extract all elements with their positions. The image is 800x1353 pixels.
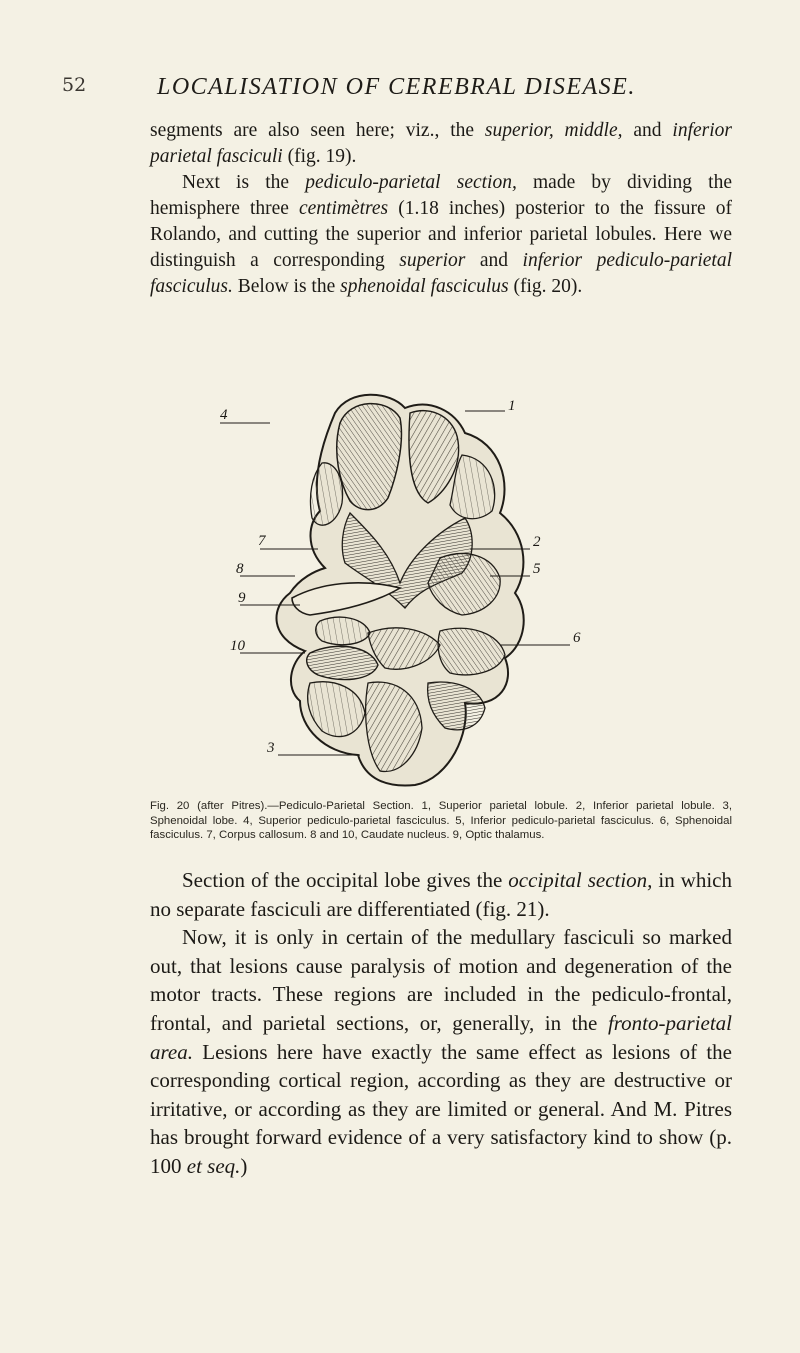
- page-header: [62, 74, 762, 108]
- italic-term: inferior pediculo-parietal fasciculus.: [150, 250, 732, 297]
- text-run: Section of the occipital lobe gives the: [182, 868, 509, 892]
- italic-term: et seq.: [186, 1153, 241, 1178]
- figure-label-8: 8: [236, 561, 244, 577]
- italic-term: centimètres: [298, 198, 389, 219]
- figure-label-9: 9: [238, 590, 246, 606]
- paragraph-continuation: [150, 118, 732, 170]
- paragraph-pediculo-parietal: [150, 170, 732, 300]
- text-run: Now, it is only in certain of the medullary fasciculi so marked out, that lesions cause paralysis of motion and degeneration of the motor tracts. These regions are included in the pediculo-frontal, frontal, and parietal sections, or, generally, in the: [150, 925, 732, 1035]
- text-run: ): [240, 1153, 248, 1178]
- figure-20-illustration: [200, 383, 600, 788]
- page-number: 52: [62, 74, 87, 96]
- body-text-bottom: [150, 866, 732, 1181]
- text-run: segments are also seen here; viz., the: [150, 120, 485, 141]
- italic-term: occipital section,: [508, 868, 653, 892]
- text-run: (fig. 20).: [508, 276, 583, 297]
- italic-term: sphenoidal fasciculus: [340, 276, 509, 297]
- text-run: and: [465, 250, 523, 271]
- body-text-top: [150, 118, 732, 300]
- italic-term: superior, middle,: [484, 120, 623, 141]
- figure-label-5: 5: [533, 561, 541, 577]
- figure-caption: Fig. 20 (after Pitres).—Pediculo-Parietal Section. 1, Superior parietal lobule. 2, Inferior parietal lobule. 3, Sphenoidal lobe. 4, Superior pediculo-parietal fasciculus. 5, Inferior pediculo-parietal fasciculus. 6, Sphenoidal fasciculus. 7, Corpus callosum. 8 and 10, Caudate nucleus. 9, Optic thalamus.: [150, 800, 732, 841]
- figure-label-7: 7: [258, 533, 266, 549]
- paragraph-medullary-fasciculi: [150, 923, 732, 1180]
- text-run: made by dividing the hemisphere three: [150, 172, 732, 219]
- text-run: Below is the: [232, 276, 341, 297]
- figure-label-1: 1: [508, 398, 516, 414]
- text-run: and: [622, 120, 673, 141]
- text-run: Next is the: [182, 172, 306, 193]
- gyrus-left-upper: [310, 463, 342, 525]
- italic-term: superior: [399, 250, 466, 271]
- text-run: in which no separate fasciculi are differentiated (fig. 21).: [150, 868, 733, 921]
- italic-term: pediculo-parietal section,: [305, 172, 517, 193]
- running-head: LOCALISATION OF CEREBRAL DISEASE.: [157, 74, 636, 100]
- paragraph-occipital-section: [150, 866, 732, 923]
- italic-term: inferior parietal fasciculi: [150, 120, 733, 167]
- text-run: Lesions here have exactly the same effect as lesions of the corresponding cortical region, according as they are destructive or irritative, or according as they are limited or general. And M. Pitres has brought forward evidence of a very satisfactory kind to show (p. 100: [150, 1039, 732, 1178]
- italic-term: fronto-parietal area.: [150, 1010, 732, 1064]
- figure-label-4: 4: [220, 407, 228, 423]
- figure-label-3: 3: [267, 740, 275, 756]
- figure-label-10: 10: [230, 638, 245, 654]
- figure-label-2: 2: [533, 534, 541, 550]
- text-run: (fig. 19).: [282, 146, 357, 167]
- text-run: (1.18 inches) posterior to the fissure of Rolando, and cutting the superior and inferior parietal lobules. Here we distinguish a corresponding: [150, 198, 732, 271]
- figure-label-6: 6: [573, 630, 581, 646]
